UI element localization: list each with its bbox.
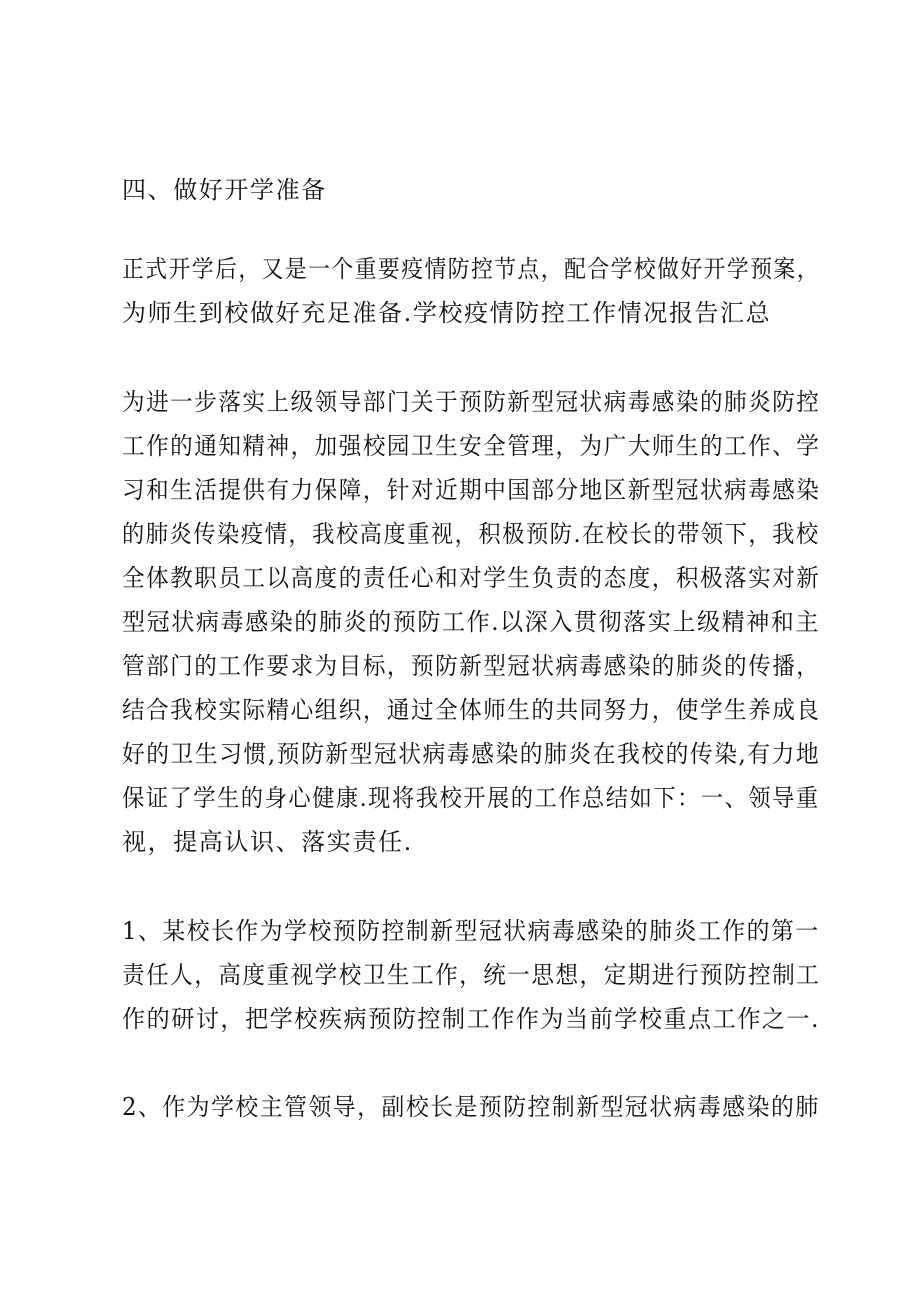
paragraph-line: 作的研讨，把学校疾病预防控制工作作为当前学校重点工作之一. xyxy=(122,1005,821,1033)
paragraph-line: 结合我校实际精心组织，通过全体师生的共同努力，使学生养成良 xyxy=(122,696,821,724)
paragraph-line: 为师生到校做好充足准备.学校疫情防控工作情况报告汇总 xyxy=(122,299,772,327)
paragraph-line: 习和生活提供有力保障，针对近期中国部分地区新型冠状病毒感染 xyxy=(122,476,821,504)
paragraph-line: 1、某校长作为学校预防控制新型冠状病毒感染的肺炎工作的第一 xyxy=(122,917,820,945)
paragraph-line: 责任人，高度重视学校卫生工作，统一思想，定期进行预防控制工 xyxy=(122,961,821,989)
paragraph-line: 视，提高认识、落实责任. xyxy=(122,828,413,856)
paragraph-line: 的肺炎传染疫情，我校高度重视，积极预防.在校长的带领下，我校 xyxy=(122,520,820,548)
paragraph-line: 好的卫生习惯,预防新型冠状病毒感染的肺炎在我校的传染,有力地 xyxy=(122,740,821,768)
paragraph-line: 型冠状病毒感染的肺炎的预防工作.以深入贯彻落实上级精神和主 xyxy=(122,608,821,636)
section-heading: 四、做好开学准备 xyxy=(122,176,327,204)
paragraph-line: 2、作为学校主管领导，副校长是预防控制新型冠状病毒感染的肺 xyxy=(122,1093,820,1121)
paragraph-line: 正式开学后，又是一个重要疫情防控节点，配合学校做好开学预案， xyxy=(122,255,820,283)
paragraph-line: 全体教职员工以高度的责任心和对学生负责的态度，积极落实对新 xyxy=(122,564,821,592)
paragraph-line: 工作的通知精神，加强校园卫生安全管理，为广大师生的工作、学 xyxy=(122,432,821,460)
paragraph-line: 保证了学生的身心健康.现将我校开展的工作总结如下：一、领导重 xyxy=(122,784,820,812)
paragraph-line: 为进一步落实上级领导部门关于预防新型冠状病毒感染的肺炎防控 xyxy=(122,388,821,416)
paragraph-line: 管部门的工作要求为目标，预防新型冠状病毒感染的肺炎的传播， xyxy=(122,652,821,680)
